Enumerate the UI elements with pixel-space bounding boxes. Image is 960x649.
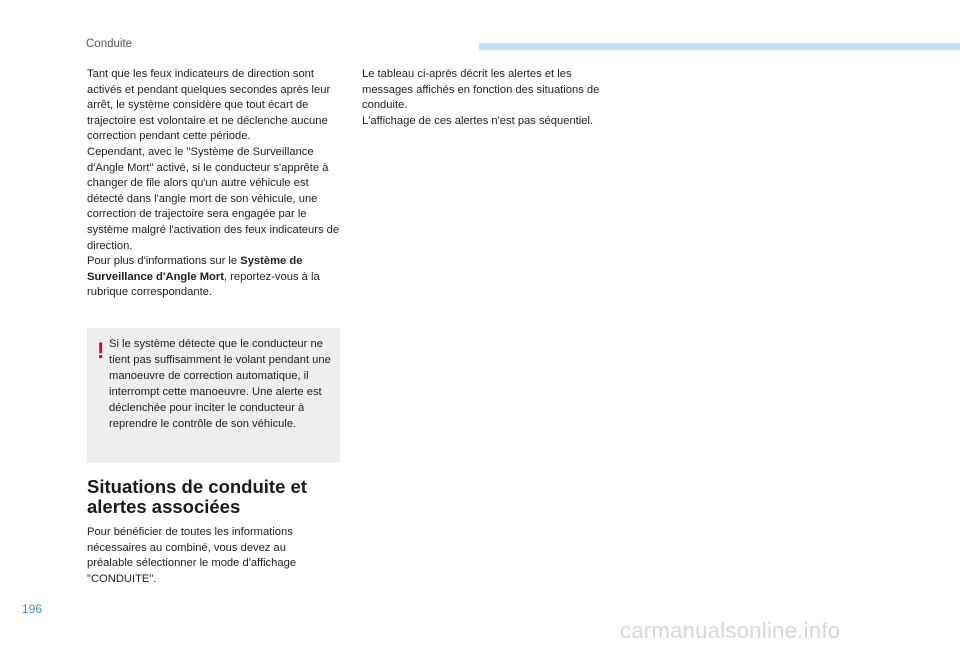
- right-paragraph-1: Le tableau ci-après décrit les alertes et les messages affichés en fonction des situations de conduite.: [362, 68, 600, 112]
- left-column: [87, 67, 345, 301]
- blind-spot-system-link-text: Système de Surveillance d'Angle Mort: [87, 255, 303, 283]
- watermark: carmanualsonline.info: [620, 618, 841, 643]
- warning-text: Si le système détecte que le conducteur ne tient pas suffisamment le volant pendant une manoeuvre de correction automatique, il interrompt cette manoeuvre. Une alerte est déclenchée pour inciter le conducteur à reprendre le contrôle de son véhicule.: [109, 338, 331, 430]
- section-paragraph: Pour bénéficier de toutes les informations nécessaires au combiné, vous devez au préalable sélectionner le mode d'affichage "CONDUITE".: [87, 526, 297, 585]
- header-accent-bar: [479, 43, 960, 50]
- page-number: 196: [22, 602, 43, 616]
- left-paragraph-3-suffix: , reportez-vous à la rubrique correspondante.: [87, 270, 320, 299]
- section-heading: Situations de conduite et alertes associées: [87, 476, 307, 517]
- left-paragraph-2: Cependant, avec le "Système de Surveillance d'Angle Mort" activé, si le conducteur s'apprête à changer de file alors qu'un autre véhicule est détecté dans l'angle mort de son véhicule, une correction de trajectoire sera engagée par le système malgré l'activation des feux indicateurs de direction.: [87, 145, 340, 252]
- exclamation-icon: !: [97, 338, 105, 363]
- right-paragraph-2: L'affichage de ces alertes n'est pas séquentiel.: [362, 114, 594, 127]
- left-paragraph-3: [87, 254, 345, 301]
- left-paragraph-3-prefix: Pour plus d'informations sur le: [87, 255, 241, 268]
- section-label: Conduite: [86, 38, 133, 50]
- left-paragraph-1: Tant que les feux indicateurs de direction sont activés et pendant quelques secondes après leur arrêt, le système considère que tout écart de trajectoire est volontaire et ne déclenche aucune correction pendant cette période.: [87, 68, 331, 143]
- warning-box: [87, 328, 340, 463]
- right-column: [362, 67, 622, 129]
